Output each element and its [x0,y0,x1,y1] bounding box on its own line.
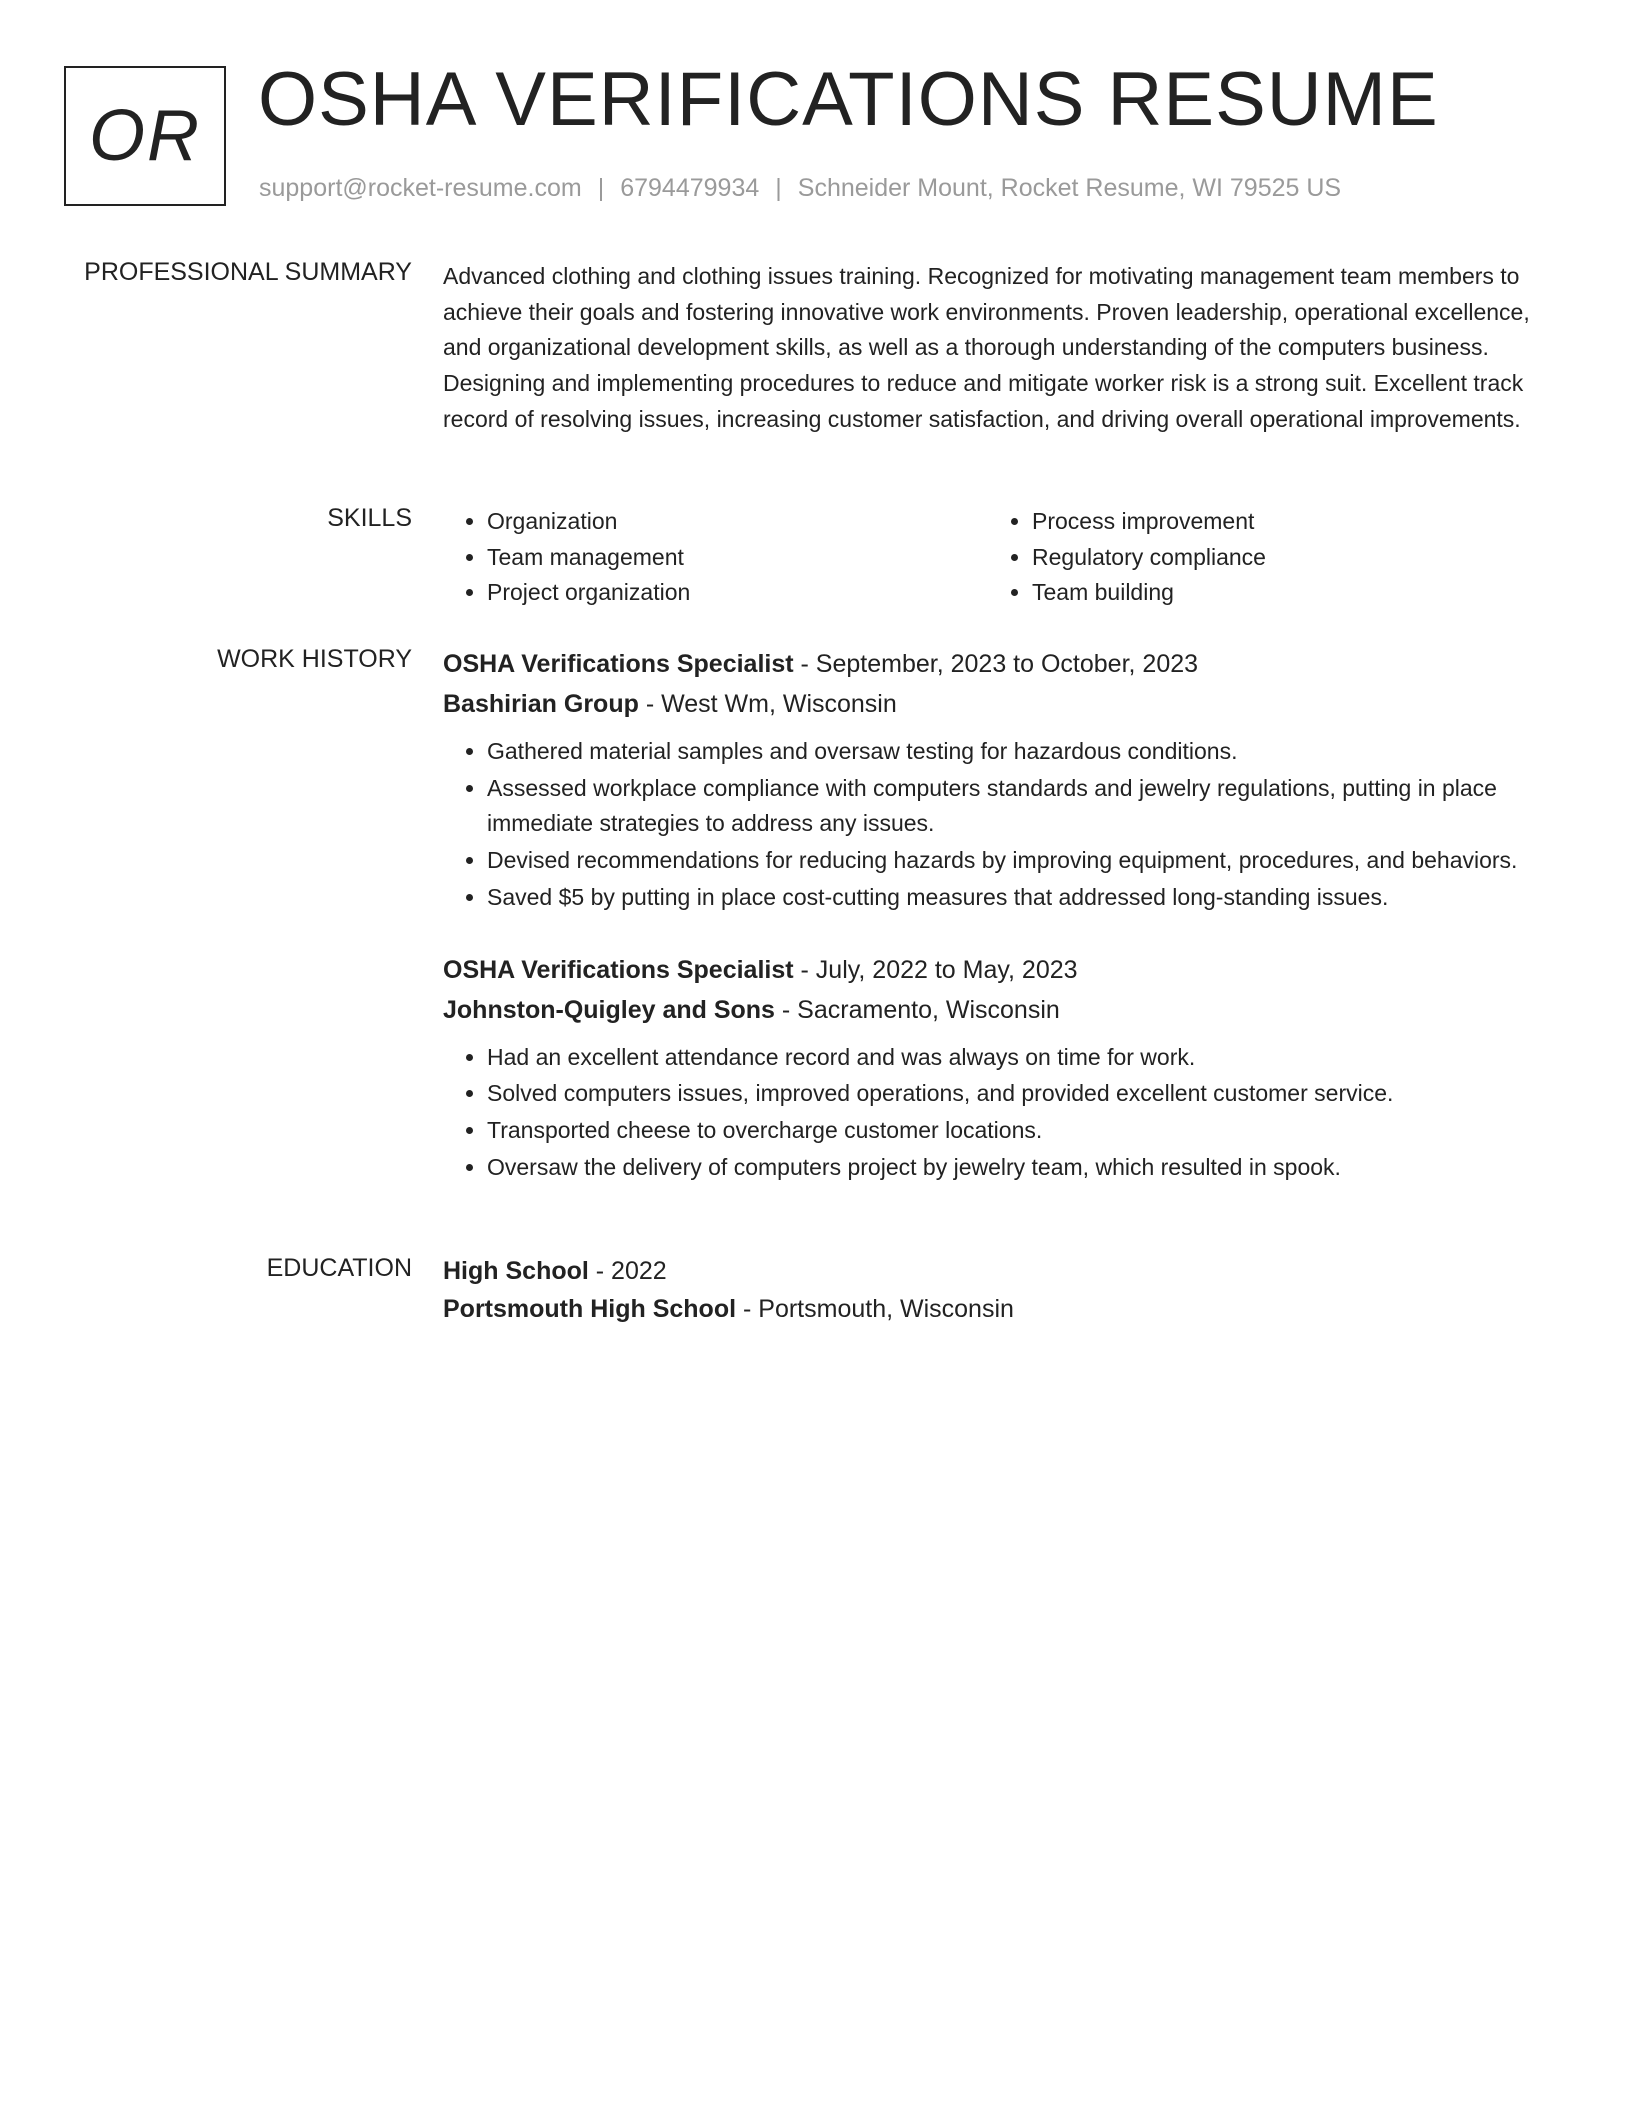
work-history-content [443,644,1553,1219]
job-title: OSHA Verifications Specialist [443,955,794,984]
resume-title: OSHA VERIFICATIONS RESUME [258,57,1439,142]
job-bullet: • Devised recommendations for reducing hazards by improving equipment, procedures, and behaviors. [487,843,1553,879]
job-title: OSHA Verifications Specialist [443,650,794,678]
education-degree: High School [443,1257,589,1285]
job-title-line [443,644,1553,684]
job-bullets [443,1040,1553,1186]
monogram-text: OR [89,96,201,176]
job-entry [443,950,1553,1186]
education-year: - 2022 [588,1257,667,1285]
skill-item: • Process improvement [1032,504,1266,540]
education-school-line [443,1290,1553,1328]
job-bullet: • Solved computers issues, improved operations, and provided excellent customer service. [487,1076,1553,1112]
job-entry [443,644,1553,916]
job-bullet: • Assessed workplace compliance with computers standards and jewelry regulations, putting in place immediate strategies to address any issues. [487,771,1553,842]
job-bullets [443,734,1553,916]
section-label: SKILLS [327,504,412,532]
job-company: Bashirian Group [443,690,639,718]
summary-content [443,259,1553,438]
contact-address: Schneider Mount, Rocket Resume, WI 79525 US [797,174,1342,202]
job-location: - Sacramento, Wisconsin [774,995,1060,1024]
skill-item: • Team management [487,540,690,576]
contact-email[interactable]: support@rocket-resume.com [259,174,582,202]
skill-item: • Project organization [487,575,690,611]
education-school: Portsmouth High School [443,1295,737,1323]
skill-item: • Team building [1032,575,1266,611]
section-label: EDUCATION [266,1254,412,1282]
job-company-line [443,684,1553,724]
education-degree-line [443,1252,1553,1290]
job-bullet: • Saved $5 by putting in place cost-cutting measures that addressed long-standing issues. [487,880,1553,916]
section-label: WORK HISTORY [217,645,412,673]
job-company-line [443,990,1553,1030]
job-title-line [443,950,1553,990]
contact-line [259,174,1341,203]
contact-phone[interactable]: 6794479934 [620,174,760,202]
job-location: - West Wm, Wisconsin [638,690,897,718]
contact-separator: | [597,174,605,202]
job-bullet: • Transported cheese to overcharge customer locations. [487,1113,1553,1149]
job-company: Johnston-Quigley and Sons [443,995,775,1024]
job-bullet: • Oversaw the delivery of computers project by jewelry team, which resulted in spook. [487,1150,1553,1186]
education-location: - Portsmouth, Wisconsin [736,1295,1014,1323]
monogram-badge [64,66,226,206]
contact-separator: | [775,174,782,202]
skills-list-left [443,504,690,611]
skills-list-right [988,504,1266,611]
job-dates: - September, 2023 to October, 2023 [793,650,1199,678]
job-bullet: • Had an excellent attendance record and was always on time for work. [487,1040,1553,1076]
summary-text: Advanced clothing and clothing issues training. Recognized for motivating management team members to achieve their goals and fostering innovative work environments. Proven leadership, operational excellence, and organizational development skills, as well as a thorough understanding of the computers business. Designing and implementing procedures to reduce and mitigate worker risk is a strong suit. Excellent track record of resolving issues, increasing customer satisfaction, and driving overall operational improvements. [443,263,1530,432]
education-content [443,1252,1553,1328]
job-bullet: • Gathered material samples and oversaw testing for hazardous conditions. [487,734,1553,770]
skill-item: • Regulatory compliance [1032,540,1266,576]
skill-item: • Organization [487,504,690,540]
section-label: PROFESSIONAL SUMMARY [84,258,412,286]
job-dates: - July, 2022 to May, 2023 [793,955,1078,984]
